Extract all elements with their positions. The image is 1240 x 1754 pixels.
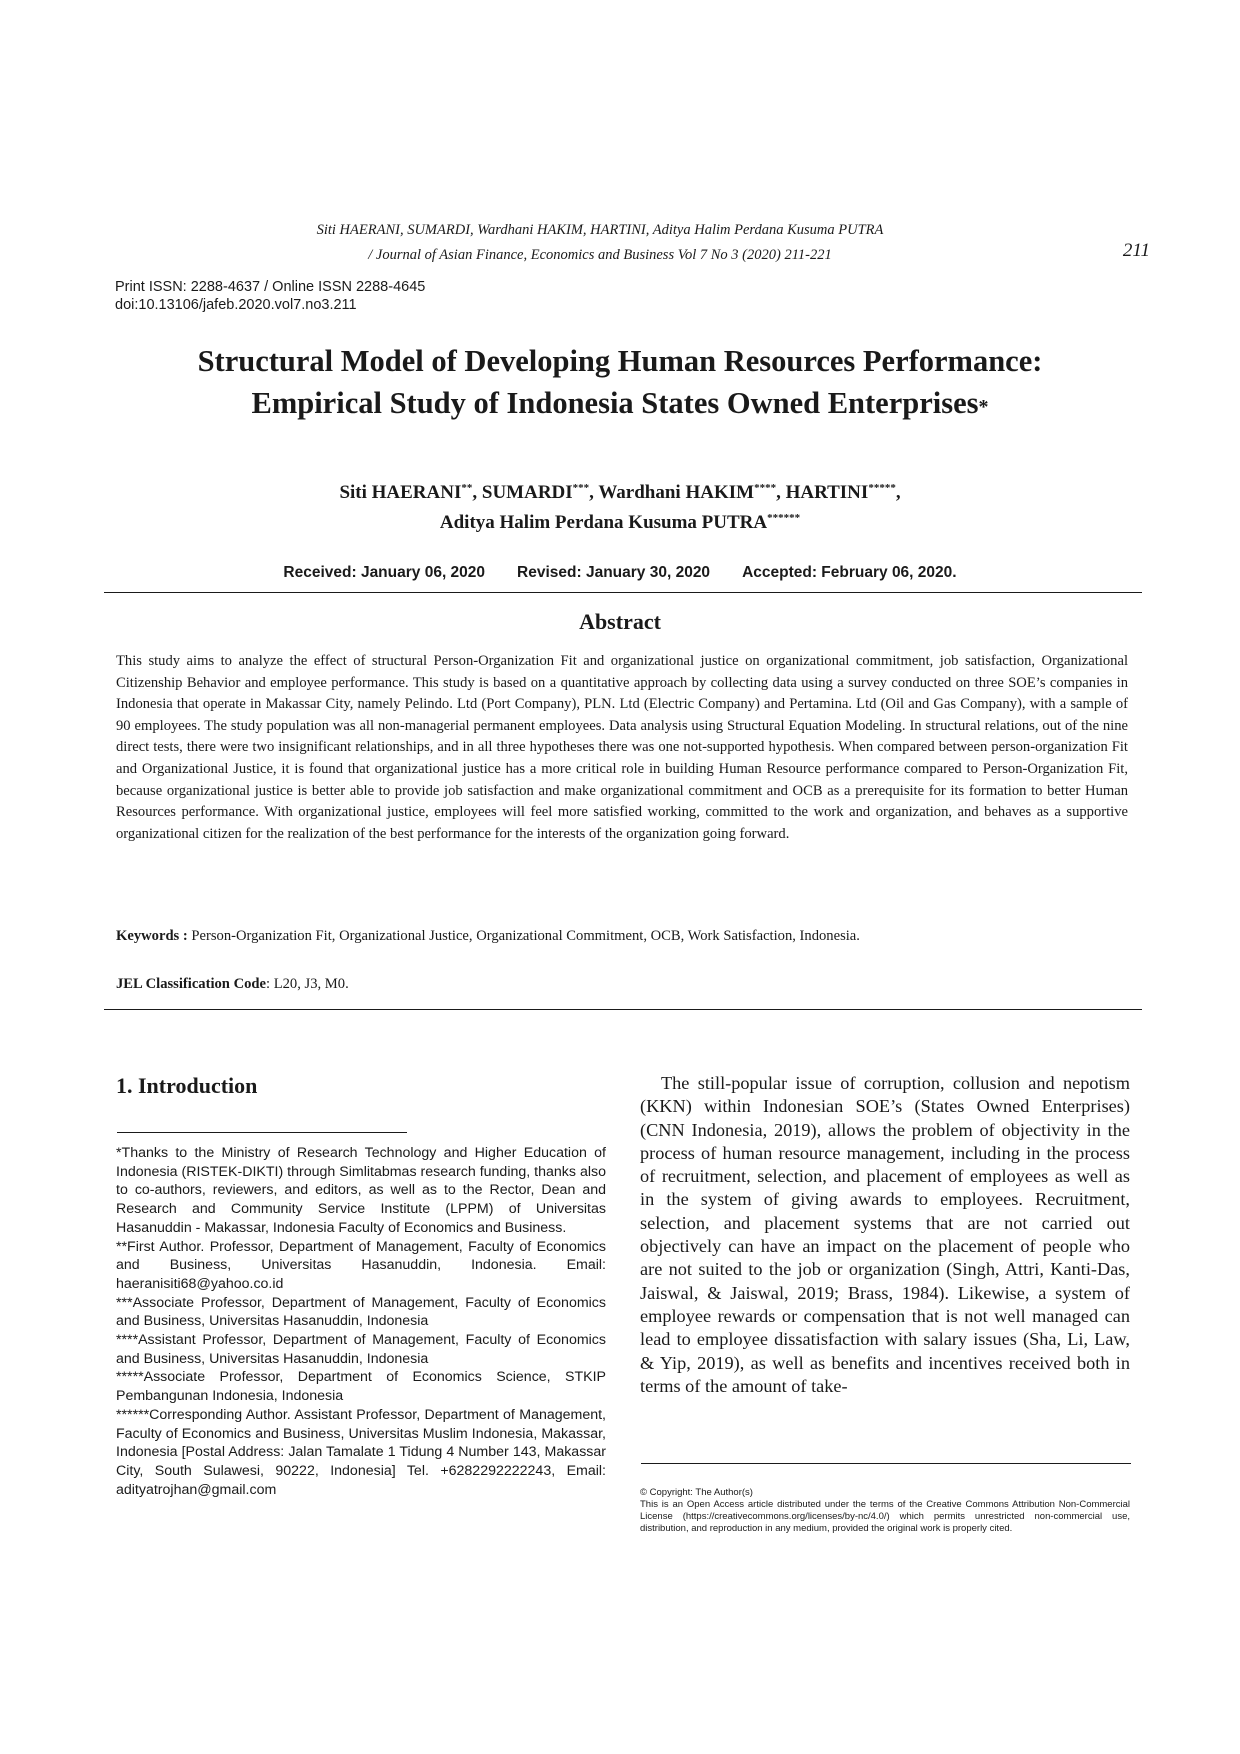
paper-title xyxy=(100,340,1140,428)
page-number: 211 xyxy=(1122,240,1150,261)
keywords-label: Keywords : xyxy=(116,928,188,944)
submission-dates xyxy=(100,564,1140,582)
doi-line: doi:10.13106/jafeb.2020.vol7.no3.211 xyxy=(115,297,357,313)
copyright-line: © Copyright: The Author(s) xyxy=(640,1487,753,1498)
license-text: This is an Open Access article distributed under the terms of the Creative Commons Attribution Non-Commercial License (https://creativecommons.org/licenses/by-nc/4.0/) which permits unrestricted non-commercial use, distribution, and reproduction in any medium, provided the original work is properly cited. xyxy=(640,1499,1130,1534)
copyright-rule xyxy=(641,1463,1131,1464)
title-line-2: Empirical Study of Indonesia States Owned Enterprises xyxy=(251,386,979,420)
author-mark: **** xyxy=(754,482,777,494)
footnote-author-2: ***Associate Professor, Department of Management, Faculty of Economics and Business, Universitas Hasanuddin, Indonesia xyxy=(116,1294,606,1330)
section-heading-introduction: 1. Introduction xyxy=(116,1073,258,1098)
author-separator: , xyxy=(776,482,786,503)
author-name: SUMARDI xyxy=(481,482,573,503)
abstract-bottom-rule xyxy=(104,1009,1142,1010)
author-mark: ****** xyxy=(767,512,801,524)
footnotes xyxy=(116,1144,606,1499)
author-mark: ***** xyxy=(868,482,896,494)
keywords xyxy=(116,928,1128,945)
author-name: Wardhani HAKIM xyxy=(598,482,755,503)
keywords-text: Person-Organization Fit, Organizational Justice, Organizational Commitment, OCB, Work Satisfaction, Indonesia. xyxy=(187,928,860,944)
issn-block xyxy=(115,278,425,314)
issn-line: Print ISSN: 2288-4637 / Online ISSN 2288-4645 xyxy=(115,279,426,295)
author-list xyxy=(100,478,1140,538)
title-footnote-mark: * xyxy=(978,396,989,418)
footnote-author-5: ******Corresponding Author. Assistant Professor, Department of Management, Faculty of Economics and Business, Universitas Muslim Indonesia, Makassar, Indonesia [Postal Address: Jalan Tamalate 1 Tidung 4 Number 143, Makassar City, South Sulawesi, 90222, Indonesia] Tel. +6282292222243, Email: adityatrojhan@gmail.com xyxy=(116,1406,606,1498)
author-mark: ** xyxy=(461,482,473,494)
running-head-authors: Siti HAERANI, SUMARDI, Wardhani HAKIM, HARTINI, Aditya Halim Perdana Kusuma PUTRA xyxy=(316,222,884,238)
author-name: HARTINI xyxy=(785,482,869,503)
accepted-date: Accepted: February 06, 2020. xyxy=(742,564,957,581)
title-line-1: Structural Model of Developing Human Resources Performance: xyxy=(197,344,1043,378)
revised-date: Revised: January 30, 2020 xyxy=(517,564,711,581)
footnote-funding: *Thanks to the Ministry of Research Technology and Higher Education of Indonesia (RISTEK-DIKTI) through Simlitabmas research funding, thanks also to co-authors, reviewers, and editors, as well as to the Rector, Dean and Research and Community Service Institute (LPPM) of Universitas Hasanuddin - Makassar, Indonesia Faculty of Economics and Business. xyxy=(116,1145,606,1236)
running-head xyxy=(270,218,930,268)
abstract-top-rule xyxy=(104,592,1142,593)
author-separator: , xyxy=(895,482,901,503)
abstract-heading: Abstract xyxy=(579,609,661,634)
jel-classification xyxy=(116,976,1128,993)
footnote-rule xyxy=(117,1132,407,1133)
received-date: Received: January 06, 2020 xyxy=(283,564,486,581)
abstract-text: This study aims to analyze the effect of structural Person-Organization Fit and organizational justice on organizational commitment, job satisfaction, Organizational Citizenship Behavior and employee performance. This study is based on a quantitative approach by collecting data using a survey conducted on three SOE’s companies in Indonesia that operate in Makassar City, namely Pelindo. Ltd (Port Company), PLN. Ltd (Electric Company) and Pertamina. Ltd (Oil and Gas Company), with a sample of 90 employees. The study population was all non-managerial permanent employees. Data analysis using Structural Equation Modeling. In structural relations, out of the nine direct tests, there were two insignificant relationships, and in all three hypotheses there was one not-supported hypothesis. When compared between person-organization Fit and Organizational Justice, it is found that organizational justice has a more critical role in building Human Resource performance compared to Person-Organization Fit, because organizational justice is better able to provide job satisfaction and make organizational commitment and OCB as a prerequisite for its formation to better Human Resources performance. With organizational justice, employees will feel more satisfied working, committed to the work and organization, and behaves as a supportive organizational citizen for the realization of the best performance for the interests of the organization going forward. xyxy=(116,653,1128,842)
running-head-journal: / Journal of Asian Finance, Economics and Business Vol 7 No 3 (2020) 211-221 xyxy=(368,247,832,263)
author-mark: *** xyxy=(572,482,590,494)
introduction-paragraph: The still-popular issue of corruption, collusion and nepotism (KKN) within Indonesian SOE’s (States Owned Enterprises) (CNN Indonesia, 2019), allows the problem of objectivity in the process of human resource management, including in the process of recruitment, selection, and placement of employees as well as in the system of giving awards to employees. Recruitment, selection, and placement systems that are not carried out objectively can have an impact on the placement of people who are not suited to the job or organization (Singh, Attri, Kanti-Das, Jaiswal, & Jaiswal, 2019; Brass, 1984). Likewise, a system of employee rewards or compensation that is not well managed can lead to employee dissatisfaction with salary issues (Sha, Li, Law, & Yip, 2019), as well as benefits and incentives received both in terms of the amount of take- xyxy=(640,1073,1130,1396)
jel-codes: : L20, J3, M0. xyxy=(266,976,349,992)
author-separator: , xyxy=(589,482,599,503)
footnote-author-4: *****Associate Professor, Department of Economics Science, STKIP Pembangunan Indonesia, Indonesia xyxy=(116,1369,606,1405)
footnote-author-3: ****Assistant Professor, Department of Management, Faculty of Economics and Business, Universitas Hasanuddin, Indonesia xyxy=(116,1332,606,1367)
jel-label: JEL Classification Code xyxy=(116,976,267,992)
copyright-notice xyxy=(640,1487,1130,1535)
footnote-author-1: **First Author. Professor, Department of Management, Faculty of Economics and Business, Universitas Hasanuddin, Indonesia. Email: haeranisiti68@yahoo.co.id xyxy=(116,1238,606,1292)
author-separator: , xyxy=(472,482,482,503)
author-name: Siti HAERANI xyxy=(339,482,462,503)
author-name: Aditya Halim Perdana Kusuma PUTRA xyxy=(439,512,768,533)
